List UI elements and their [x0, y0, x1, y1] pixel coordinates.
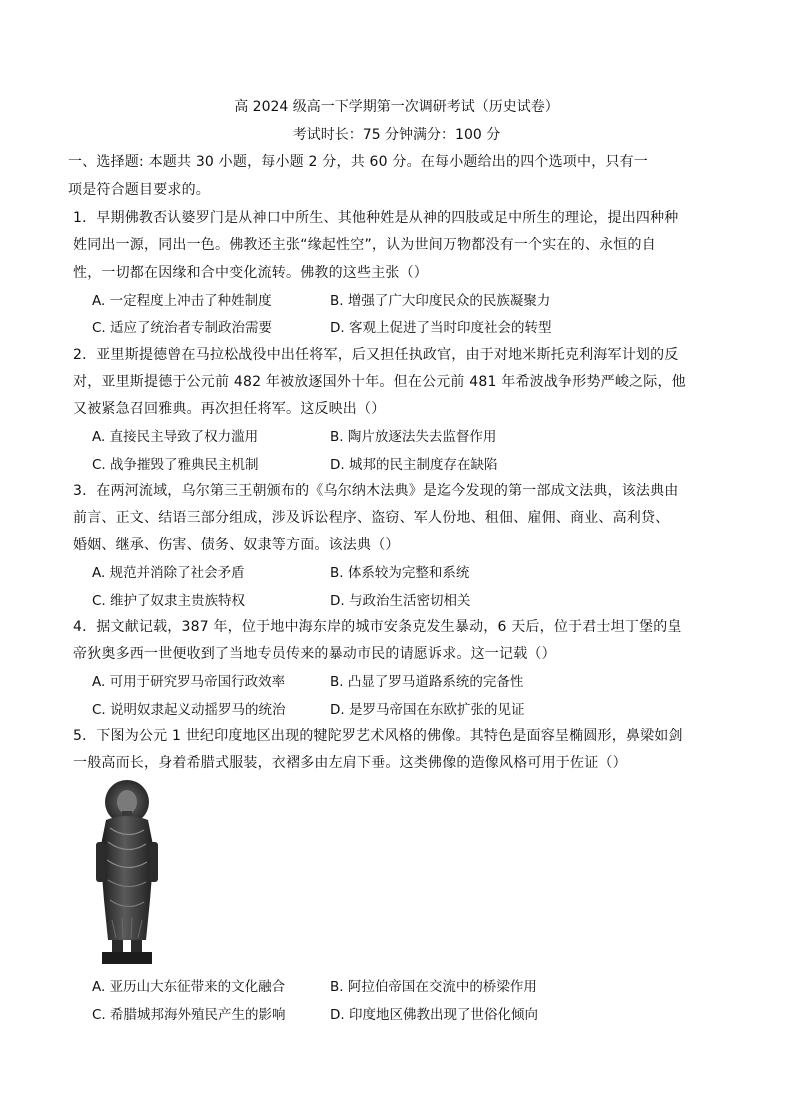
q1-stem-line3: 性，一切都在因缘和合中变化流转。佛教的这些主张（）: [73, 265, 428, 281]
q1-stem-line1: 1．早期佛教否认婆罗门是从神口中所生、其他种姓是从神的四肢或足中所生的理论，提出四种种: [73, 210, 679, 226]
q2-option-d[interactable]: D. 城邦的民主制度存在缺陷: [330, 457, 498, 473]
q5-option-c[interactable]: C. 希腊城邦海外殖民产生的影响: [92, 1007, 286, 1023]
q4-option-d[interactable]: D. 是罗马帝国在东欧扩张的见证: [330, 702, 525, 718]
q2-option-a[interactable]: A. 直接民主导致了权力滥用: [92, 429, 259, 445]
q2-stem-line2: 对，亚里斯提德于公元前 482 年被放逐国外十年。但在公元前 481 年希波战争形势严峻之际，他: [73, 374, 686, 390]
q4-option-c[interactable]: C. 说明奴隶起义动摇罗马的统治: [92, 702, 286, 718]
q4-stem-line1: 4．据文献记载，387 年，位于地中海东岸的城市安条克发生暴动，6 天后，位于君士坦丁堡的皇: [73, 619, 682, 635]
q5-stem-line2: 一般高而长，身着希腊式服装，衣褶多由左肩下垂。这类佛像的造像风格可用于佐证（）: [73, 755, 627, 771]
q4-stem-line2: 帝狄奥多西一世便收到了当地专员传来的暴动市民的请愿诉求。这一记载（）: [73, 646, 556, 662]
section-instruction-line1: 一、选择题: 本题共 30 小题，每小题 2 分，共 60 分。在每小题给出的四个选项中，只有一: [68, 154, 649, 170]
q3-stem-line1: 3．在两河流域，乌尔第三王朝颁布的《乌尔纳木法典》是迄今发现的第一部成文法典，该法典由: [73, 483, 679, 499]
q3-option-a[interactable]: A. 规范并消除了社会矛盾: [92, 565, 245, 581]
q3-stem-line2: 前言、正文、结语三部分组成，涉及诉讼程序、盗窃、军人份地、租佃、雇佣、商业、高利贷、: [73, 510, 670, 526]
q5-option-d[interactable]: D. 印度地区佛教出现了世俗化倾向: [330, 1007, 538, 1023]
q3-option-c[interactable]: C. 维护了奴隶主贵族特权: [92, 593, 246, 609]
q2-stem-line3: 又被紧急召回雅典。再次担任将军。这反映出（）: [73, 401, 386, 417]
q1-option-b[interactable]: B. 增强了广大印度民众的民族凝聚力: [330, 293, 551, 309]
q2-stem-line1: 2．亚里斯提德曾在马拉松战役中出任将军，后又担任执政官，由于对地米斯托克利海军计划的反: [73, 347, 679, 363]
q1-stem-line2: 姓同出一源，同出一色。佛教还主张“缘起性空”，认为世间万物都没有一个实在的、永恒的自: [73, 237, 656, 253]
q5-option-b[interactable]: B. 阿拉伯帝国在交流中的桥梁作用: [330, 979, 537, 995]
exam-title: 高 2024 级高一下学期第一次调研考试（历史试卷）: [234, 99, 559, 115]
q1-option-a[interactable]: A. 一定程度上冲击了种姓制度: [92, 293, 272, 309]
q4-option-b[interactable]: B. 凸显了罗马道路系统的完备性: [330, 674, 524, 690]
gandhara-buddha-statue-image: [86, 780, 168, 966]
q3-option-d[interactable]: D. 与政治生活密切相关: [330, 593, 471, 609]
q2-option-c[interactable]: C. 战争摧毁了雅典民主机制: [92, 457, 259, 473]
q3-option-b[interactable]: B. 体系较为完整和系统: [330, 565, 470, 581]
q1-option-d[interactable]: D. 客观上促进了当时印度社会的转型: [330, 320, 552, 336]
q2-option-b[interactable]: B. 陶片放逐法失去监督作用: [330, 429, 497, 445]
q1-option-c[interactable]: C. 适应了统治者专制政治需要: [92, 320, 273, 336]
q5-stem-line1: 5．下图为公元 1 世纪印度地区出现的犍陀罗艺术风格的佛像。其特色是面容呈椭圆形，鼻梁如剑: [73, 728, 683, 744]
q4-option-a[interactable]: A. 可用于研究罗马帝国行政效率: [92, 674, 286, 690]
section-instruction-line2: 项是符合题目要求的。: [68, 182, 210, 198]
q5-option-a[interactable]: A. 亚历山大东征带来的文化融合: [92, 979, 286, 995]
q3-stem-line3: 婚姻、继承、伤害、债务、奴隶等方面。该法典（）: [73, 537, 400, 553]
exam-meta: 考试时长：75 分钟满分：100 分: [292, 127, 501, 143]
